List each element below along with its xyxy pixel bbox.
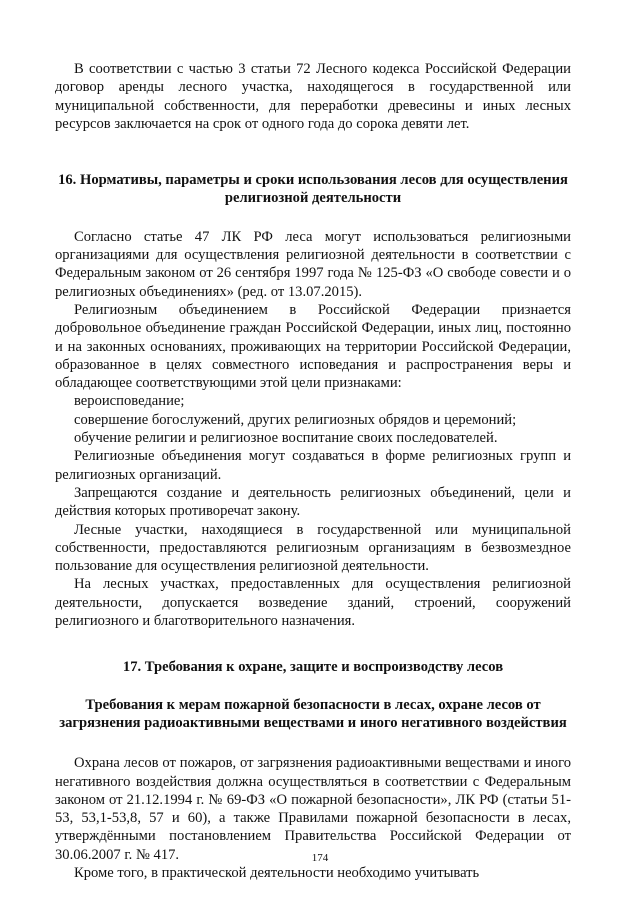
intro-paragraph: В соответствии с частью 3 статьи 72 Лесного кодекса Российской Федерации договор аренды лесного участка, находящегося в государственной или муниципальной собственности, для переработки древесины и иных лесных ресурсов заключается на срок от одного года до сорока девяти лет. bbox=[55, 61, 571, 132]
section-16-paragraph-4: Запрещаются создание и деятельность религиозных объединений, цели и действия которых противоречат закону. bbox=[55, 484, 571, 520]
section-17-paragraph-1: Охрана лесов от пожаров, от загрязнения радиоактивными веществами и иного негативного воздействия должна осуществляться в соответствии с Федеральным законом от 21.12.1994 г. № 69-ФЗ «О пожарной безопасности», ЛК РФ (статьи 51-53, 53,1-53,8, 57 и 60), а также Правилами пожарной безопасности в лесах, утверждёнными постановлением Правительства Российской Федерации от 30.06.2007 г. № 417. bbox=[55, 755, 571, 863]
section-16-paragraph-3: Религиозные объединения могут создаваться в форме религиозных групп и религиозных организаций. bbox=[55, 448, 571, 483]
section-16-paragraph-5: Лесные участки, находящиеся в государственной или муниципальной собственности, предоставляются религиозным организациям в безвозмездное пользование для осуществления религиозной деятельности. bbox=[55, 521, 571, 575]
section-17-subheading: Требования к мерам пожарной безопасности в лесах, охране лесов от загрязнения радиоактивными веществами и иного негативного воздействия bbox=[59, 696, 567, 731]
section-16-paragraph-6: На лесных участках, предоставленных для осуществления религиозной деятельности, допускается возведение зданий, строений, сооружений религиозного и благотворительного назначения. bbox=[55, 576, 571, 630]
section-16-paragraph-1: Согласно статье 47 ЛК РФ леса могут использоваться религиозными организациями для осуществления религиозной деятельности в соответствии с Федеральным законом от 26 сентября 1997 года № 125-ФЗ «О свободе совести и о религиозных объединениях» (ред. от 13.07.2015). bbox=[55, 228, 571, 300]
section-16-list-item-2: совершение богослужений, других религиозных обрядов и церемоний; bbox=[74, 411, 517, 428]
section-16-heading: 16. Нормативы, параметры и сроки использования лесов для осуществления религиозной деятельности bbox=[58, 172, 568, 207]
section-16-list-item-3: обучение религии и религиозное воспитание своих последователей. bbox=[74, 430, 498, 447]
section-16-list-item-1: вероисповедание; bbox=[74, 393, 185, 410]
section-17-heading: 17. Требования к охране, защите и воспроизводству лесов bbox=[122, 659, 504, 676]
section-17-paragraph-2: Кроме того, в практической деятельности необходимо учитывать bbox=[74, 864, 480, 881]
section-16-paragraph-2: Религиозным объединением в Российской Федерации признается добровольное объединение граждан Российской Федерации, иных лиц, постоянно и на законных основаниях, проживающих на территории Российской Федерации, образованное в целях совместного исповедания и распространения веры и обладающее соответствующими этой цели признаками: bbox=[55, 301, 571, 392]
page-number: 174 bbox=[311, 852, 329, 864]
document-page bbox=[55, 60, 571, 882]
